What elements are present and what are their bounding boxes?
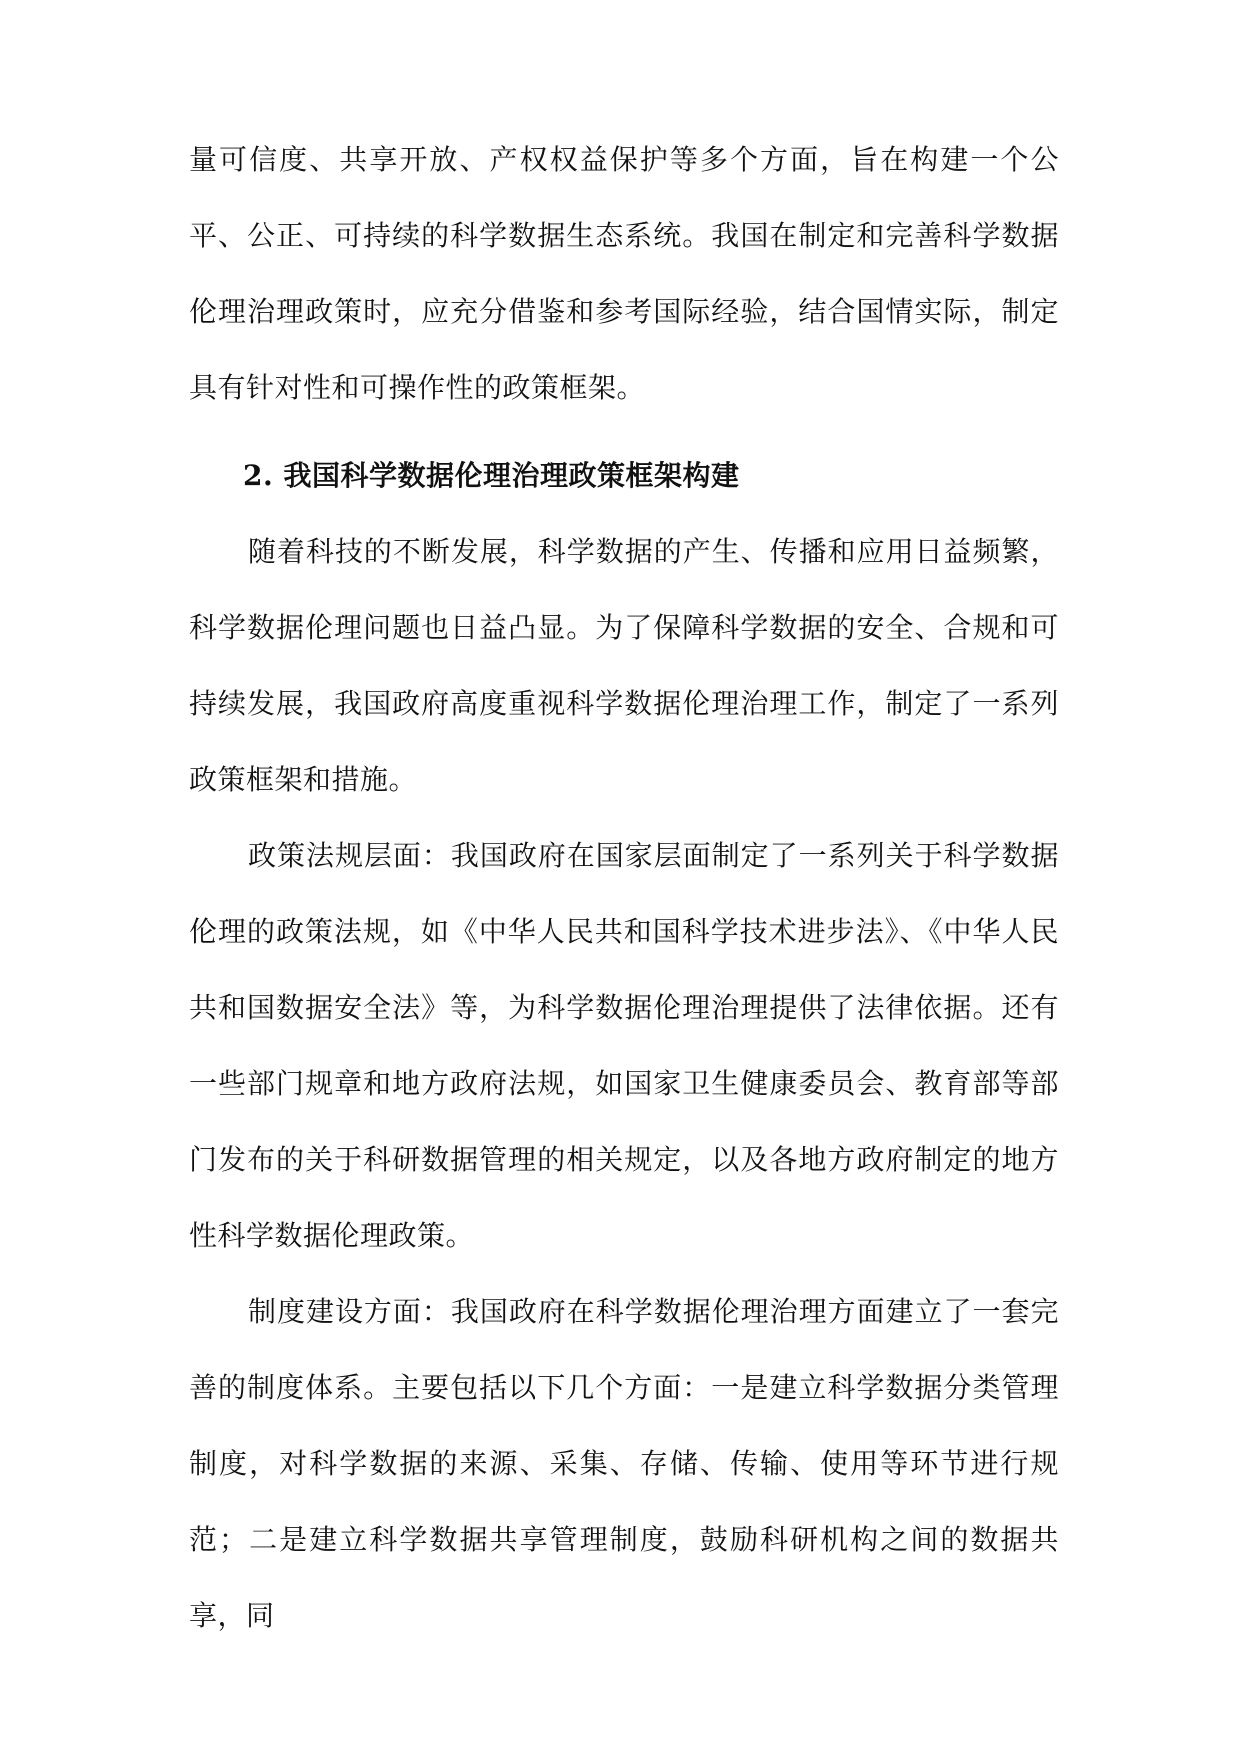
continued-paragraph: 量可信度、共享开放、产权权益保护等多个方面，旨在构建一个公平、公正、可持续的科学数据生态系统。我国在制定和完善科学数据伦理治理政策时，应充分借鉴和参考国际经验，结合国情实际，制定具有针对性和可操作性的政策框架。 (189, 143, 1059, 404)
body-paragraph-policy-regulations: 政策法规层面：我国政府在国家层面制定了一系列关于科学数据伦理的政策法规，如《中华人民共和国科学技术进步法》、《中华人民共和国数据安全法》等，为科学数据伦理治理提供了法律依据。还有一些部门规章和地方政府法规，如国家卫生健康委员会、教育部等部门发布的关于科研数据管理的相关规定，以及各地方政府制定的地方性科学数据伦理政策。 (189, 839, 1059, 1252)
body-paragraph-intro: 随着科技的不断发展，科学数据的产生、传播和应用日益频繁，科学数据伦理问题也日益凸显。为了保障科学数据的安全、合规和可持续发展，我国政府高度重视科学数据伦理治理工作，制定了一系列政策框架和措施。 (189, 535, 1059, 796)
page-content (189, 122, 1059, 1654)
section-heading: 2. 我国科学数据伦理治理政策框架构建 (243, 459, 740, 492)
body-paragraph-institutional-building: 制度建设方面：我国政府在科学数据伦理治理方面建立了一套完善的制度体系。主要包括以下几个方面：一是建立科学数据分类管理制度，对科学数据的来源、采集、存储、传输、使用等环节进行规范；二是建立科学数据共享管理制度，鼓励科研机构之间的数据共享，同 (189, 1295, 1059, 1632)
